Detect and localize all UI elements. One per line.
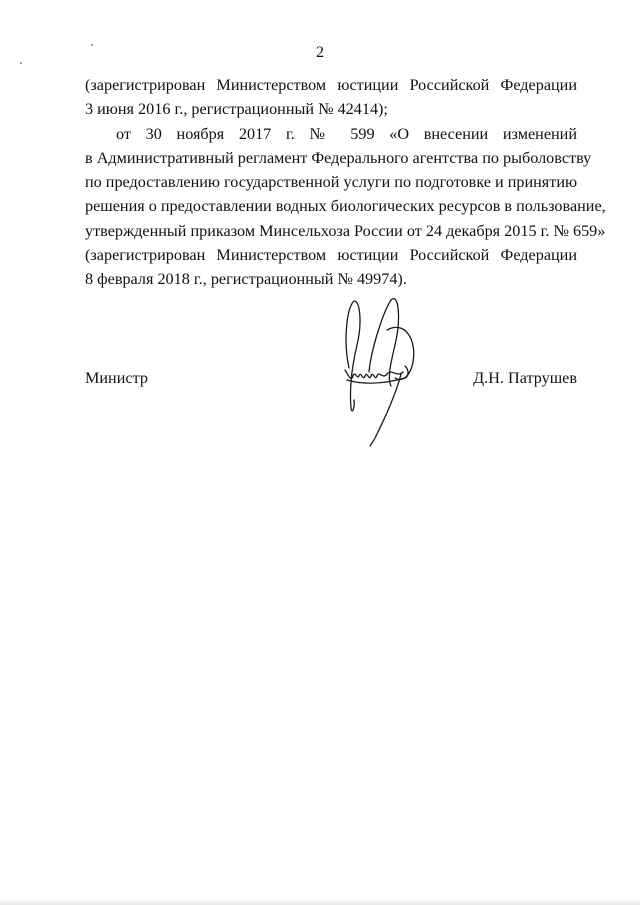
text-line: 8 февраля 2018 г., регистрационный № 49974). (85, 270, 407, 289)
text-line: от 30 ноября 2017 г. № 599 «О внесении изменений (116, 124, 577, 143)
text-line: решения о предоставлении водных биологических ресурсов в пользование, (85, 197, 606, 216)
page-number: 2 (316, 44, 324, 61)
text-line: утвержденный приказом Минсельхоза России от 24 декабря 2015 г. № 659» (85, 221, 606, 240)
signatory-title: Министр (85, 369, 148, 387)
text-line: (зарегистрирован Министерством юстиции Российской Федерации (85, 246, 577, 265)
signatory-name: Д.Н. Патрушев (473, 369, 577, 387)
paragraph-registration-2016 (85, 73, 577, 122)
text-line: (зарегистрирован Министерством юстиции Российской Федерации (85, 76, 577, 94)
scan-speck (20, 62, 22, 64)
handwritten-signature (325, 290, 425, 450)
paragraph-order-599 (85, 122, 606, 292)
document-body (85, 73, 606, 292)
scan-bottom-edge (0, 899, 640, 905)
text-line: по предоставлению государственной услуги по подготовке и принятию (85, 173, 578, 192)
text-line: 3 июня 2016 г., регистрационный № 42414); (85, 100, 388, 119)
text-line: в Административный регламент Федерального агентства по рыболовству (85, 148, 592, 167)
